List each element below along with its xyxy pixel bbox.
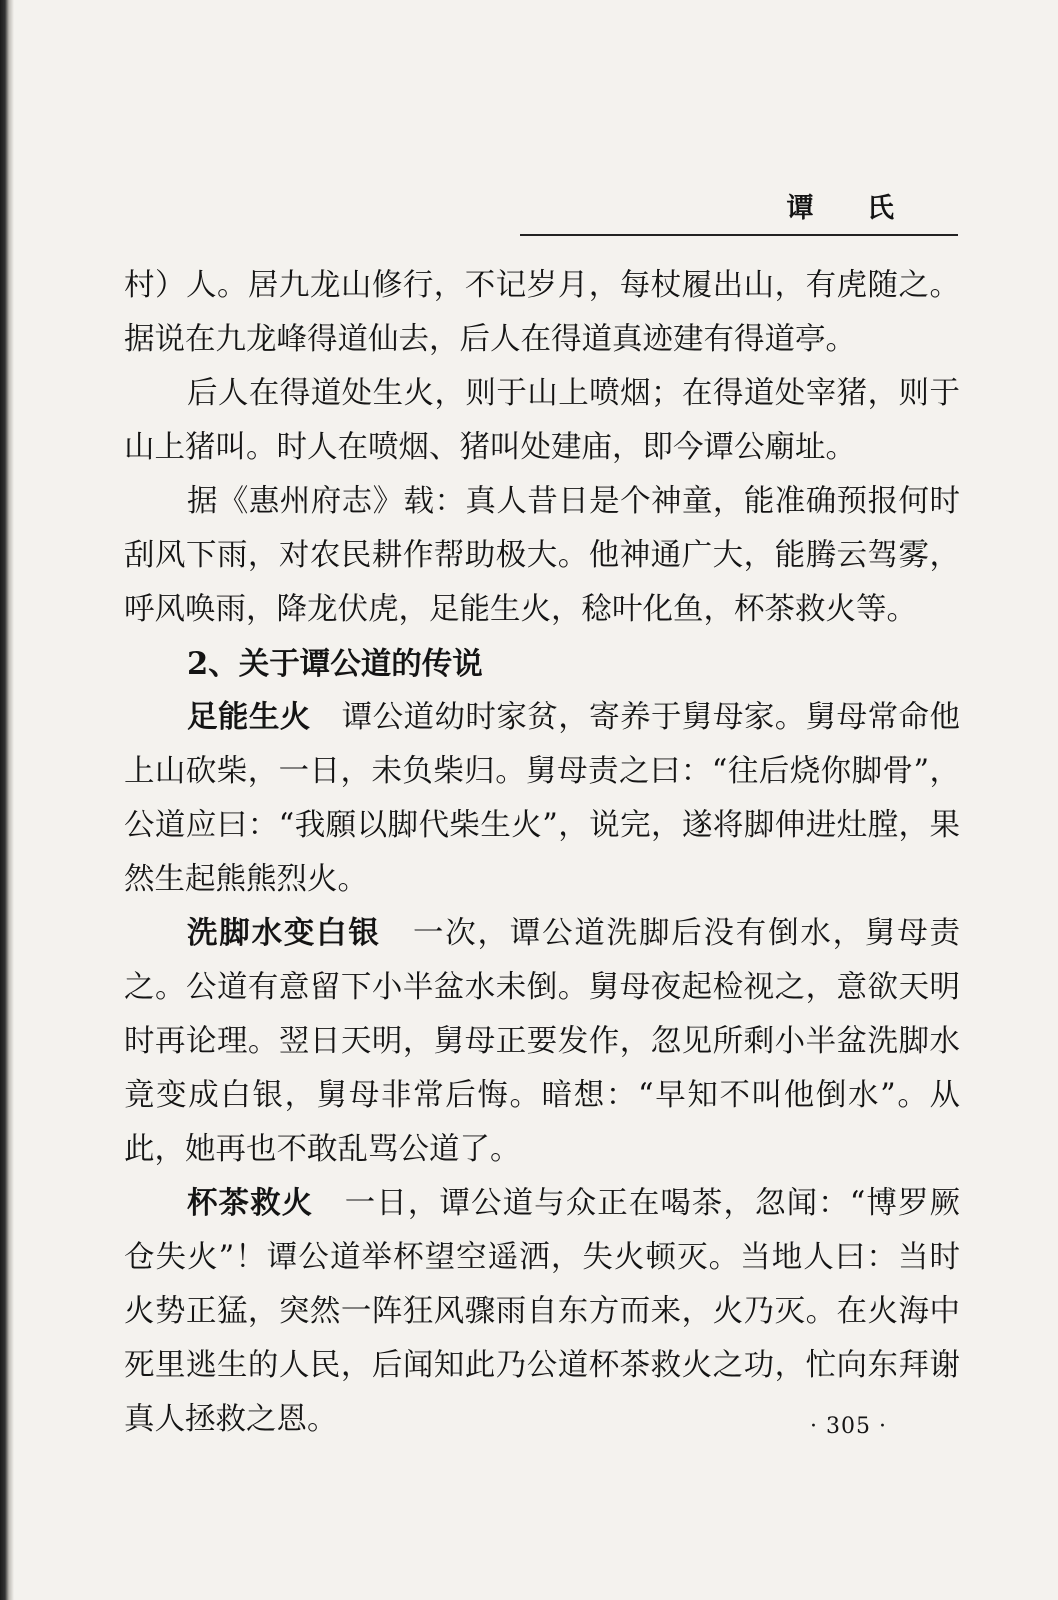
legend-paragraph (124, 691, 960, 907)
running-header (520, 186, 958, 236)
header-title: 谭 氏 (786, 193, 916, 224)
legend-text: 一日，谭公道与众正在喝茶，忽闻：“博罗厥仓失火”！谭公道举杯望空遥洒，失火顿灭。当地人曰：当时火势正猛，突然一阵狂风骤雨自东方而来，火乃灭。在火海中死里逃生的人民，后闻知此乃公道杯茶救火之功，忙向东拜谢真人拯救之恩。 (124, 1186, 960, 1437)
body-text (124, 259, 960, 1447)
paragraph: 据《惠州府志》载：真人昔日是个神童，能准确预报何时刮风下雨，对农民耕作帮助极大。他神通广大，能腾云驾雾，呼风唤雨，降龙伏虎，足能生火，稔叶化鱼，杯茶救火等。 (124, 484, 960, 627)
legend-paragraph (124, 1177, 960, 1447)
paragraph-continued: 村）人。居九龙山修行，不记岁月，每杖履出山，有虎随之。据说在九龙峰得道仙去，后人在得道真迹建有得道亭。 (124, 268, 960, 357)
legend-text: 一次，谭公道洗脚后没有倒水，舅母责之。公道有意留下小半盆水未倒。舅母夜起检视之，意欲天明时再论理。翌日天明，舅母正要发作，忽见所剩小半盆洗脚水竟变成白银，舅母非常后悔。暗想：“早知不叫他倒水”。从此，她再也不敢乱骂公道了。 (124, 916, 961, 1167)
paragraph: 后人在得道处生火，则于山上喷烟；在得道处宰猪，则于山上猪叫。时人在喷烟、猪叫处建庙，即今谭公廟址。 (124, 376, 960, 465)
legend-paragraph (124, 907, 960, 1177)
section-heading: 2、关于谭公道的传说 (187, 646, 483, 682)
legend-title: 杯茶救火 (187, 1186, 314, 1221)
legend-title: 洗脚水变白银 (187, 916, 381, 951)
legend-text: 谭公道幼时家贫，寄养于舅母家。舅母常命他上山砍柴，一日，未负柴归。舅母责之曰：“往后烧你脚骨”，公道应曰：“我願以脚代柴生火”，说完，遂将脚伸进灶膛，果然生起熊熊烈火。 (124, 700, 960, 897)
legend-title: 足能生火 (187, 700, 311, 735)
page-number: · 305 · (810, 1414, 887, 1439)
